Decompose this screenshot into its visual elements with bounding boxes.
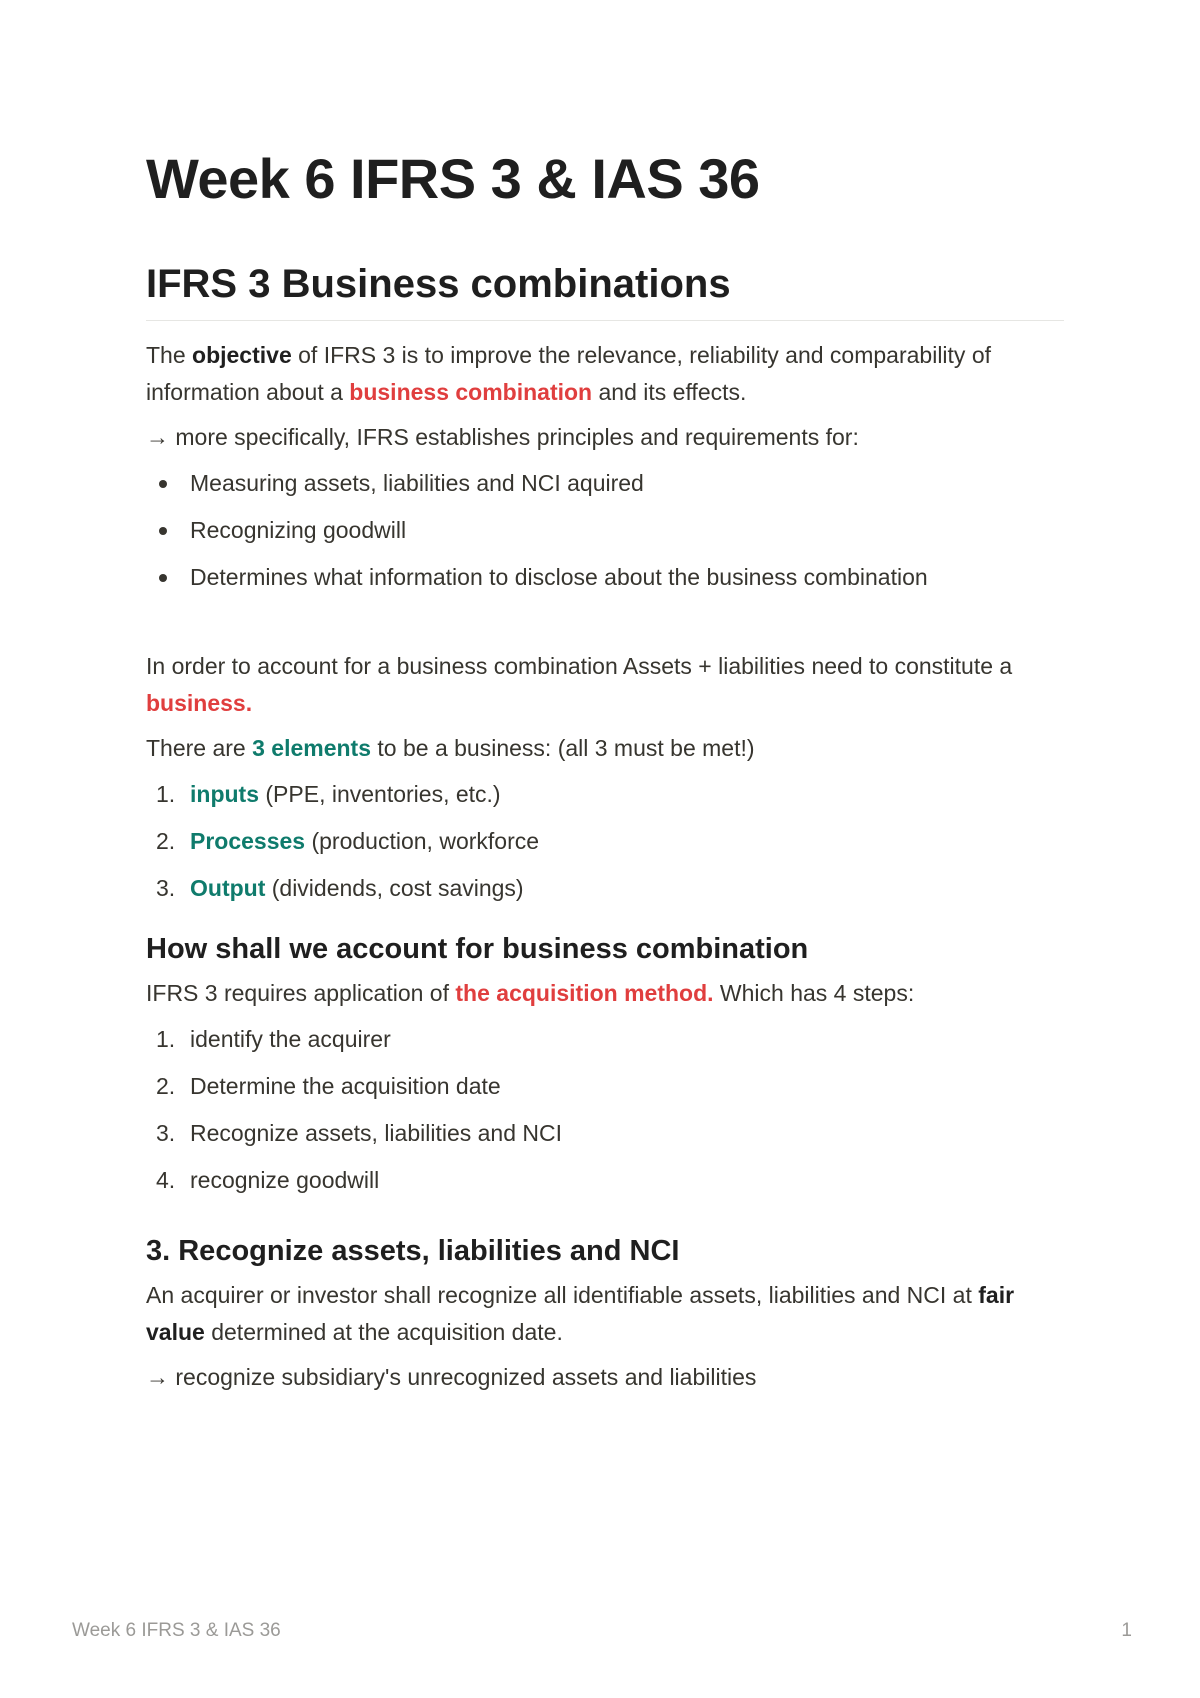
list-item: 3. Output (dividends, cost savings)	[156, 874, 524, 901]
list-item: 2. Processes (production, workforce	[156, 827, 540, 854]
page-number: 1	[1121, 1620, 1132, 1641]
business-combination-highlight: business combination	[349, 378, 593, 405]
bullet-icon	[159, 480, 167, 488]
list-item: 1. inputs (PPE, inventories, etc.)	[156, 780, 501, 807]
acquisition-method-paragraph: IFRS 3 requires application of the acquisition method. Which has 4 steps:	[146, 979, 915, 1006]
business-highlight: business.	[146, 689, 253, 716]
section-heading-ifrs3: IFRS 3 Business combinations	[146, 260, 1064, 321]
section-heading-recognize: 3. Recognize assets, liabilities and NCI	[146, 1234, 680, 1267]
list-item: 1. identify the acquirer	[156, 1025, 391, 1052]
bullet-icon	[159, 574, 167, 582]
business-definition-paragraph: In order to account for a business combination Assets + liabilities need to constitute a business.	[146, 652, 1013, 716]
list-item: 4. recognize goodwill	[156, 1166, 380, 1193]
list-item: Measuring assets, liabilities and NCI aquired	[146, 465, 1064, 502]
list-item: 3. Recognize assets, liabilities and NCI	[156, 1119, 563, 1146]
three-elements-highlight: 3 elements	[252, 734, 372, 761]
fair-value-keyword: fair value	[146, 1282, 1015, 1346]
list-item: 2. Determine the acquisition date	[156, 1072, 501, 1099]
page-title: Week 6 IFRS 3 & IAS 36	[146, 147, 760, 210]
objective-keyword: objective	[192, 341, 292, 368]
list-item: Recognizing goodwill	[146, 512, 1064, 549]
steps-list	[146, 1021, 1064, 1199]
objective-paragraph: The objective of IFRS 3 is to improve the relevance, reliability and comparability of information about a business combination and its effects.	[146, 341, 992, 405]
acquisition-method-highlight: the acquisition method.	[455, 979, 714, 1006]
elements-intro: There are 3 elements to be a business: (all 3 must be met!)	[146, 734, 755, 761]
page-content	[146, 148, 1064, 1396]
list-item: Determines what information to disclose about the business combination	[146, 559, 1064, 596]
fair-value-paragraph: An acquirer or investor shall recognize all identifiable assets, liabilities and NCI at fair value determined at the acquisition date.	[146, 1282, 1015, 1346]
footer-title: Week 6 IFRS 3 & IAS 36	[72, 1620, 281, 1641]
unrecognized-note: → recognize subsidiary's unrecognized assets and liabilities	[146, 1364, 757, 1391]
elements-list	[146, 776, 1064, 907]
bullet-icon	[159, 527, 167, 535]
section-heading-accounting: How shall we account for business combination	[146, 932, 809, 965]
requirements-list	[146, 465, 1064, 596]
specifics-intro: → more specifically, IFRS establishes principles and requirements for:	[146, 423, 859, 450]
